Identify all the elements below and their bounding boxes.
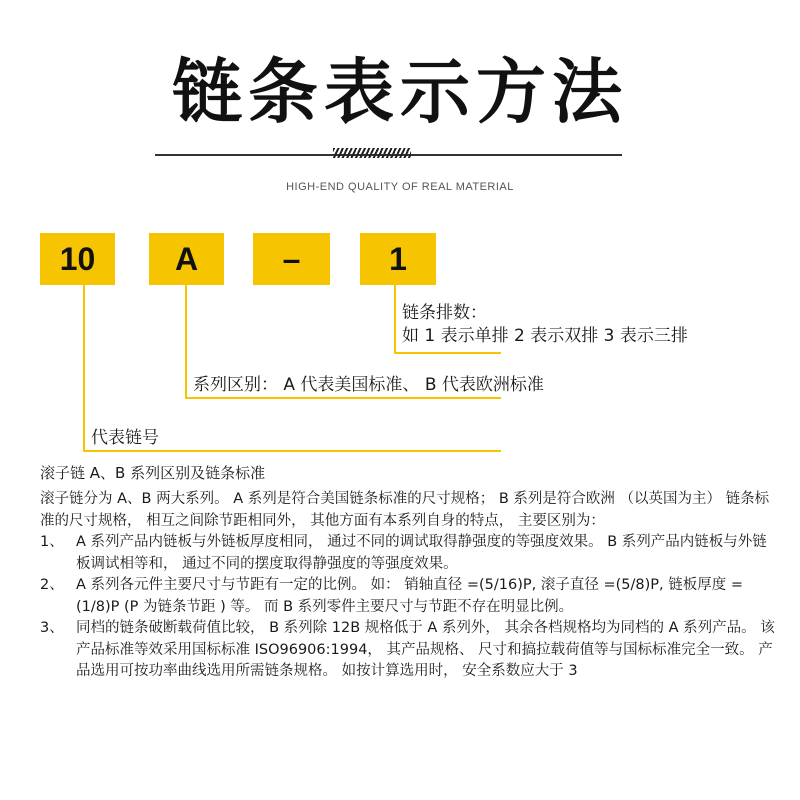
list-item-number: 2、 (40, 577, 64, 593)
list-item-text: 同档的链条破断载荷值比较， B 系列除 12B 规格低于 A 系列外， 其余各档规格均为同档的 A 系列产品。 该产品标准等效采用国标标准 ISO96906:1994， 其产品规格、 尺寸和搞拉载荷值等与国标标准完全一致。 产品选用可按功率曲线选用所需链条规格。 如按计算选用时， 安全系数应大于 3 (76, 620, 775, 679)
list-item (40, 618, 775, 683)
code-box-rows: 1 (360, 233, 436, 285)
section-intro: 滚子链分为 A、B 两大系列。 A 系列是符合美国链条标准的尺寸规格； B 系列是符合欧洲 （以英国为主） 链条标准的尺寸规格， 相互之间除节距相同外， 其他方面有本系列自身的特点， 主要区别为： (40, 491, 770, 529)
series-connector-horizontal (185, 397, 501, 399)
code-box-dash: – (253, 233, 330, 285)
list-item-number: 1、 (40, 534, 64, 550)
number-label: 代表链号 (91, 428, 159, 448)
list-item-number: 3、 (40, 620, 64, 636)
series-connector-vertical (185, 285, 187, 399)
number-connector-horizontal (83, 450, 501, 452)
section-body (40, 489, 775, 683)
rows-label-detail: 如 1 表示单排 2 表示双排 3 表示三排 (402, 326, 688, 346)
page-title: 链条表示方法 (172, 51, 628, 133)
code-box-number: 10 (40, 233, 115, 285)
page-subtitle: HIGH-END QUALITY OF REAL MATERIAL (286, 181, 514, 193)
divider-hatch-ornament (333, 148, 411, 158)
series-label: 系列区别： A 代表美国标准、 B 代表欧洲标准 (193, 375, 544, 395)
list-item (40, 532, 775, 575)
list-item (40, 575, 775, 618)
number-connector-vertical (83, 285, 85, 452)
code-box-series: A (149, 233, 224, 285)
rows-label-title: 链条排数： (402, 303, 487, 323)
rows-connector-horizontal (394, 352, 501, 354)
section-heading: 滚子链 A、B 系列区别及链条标准 (40, 464, 266, 482)
rows-connector-vertical (394, 285, 396, 354)
list-item-text: A 系列产品内链板与外链板厚度相同， 通过不同的调试取得静强度的等强度效果。 B 系列产品内链板与外链板调试相等和， 通过不同的摆度取得静强度的等强度效果。 (76, 534, 767, 572)
list-item-text: A 系列各元件主要尺寸与节距有一定的比例。 如： 销轴直径 =(5/16)P, 滚子直径 =(5/8)P, 链板厚度 =(1/8)P (P 为链条节距 ) 等。 而 B 系列零件主要尺寸与节距不存在明显比例。 (76, 577, 743, 615)
